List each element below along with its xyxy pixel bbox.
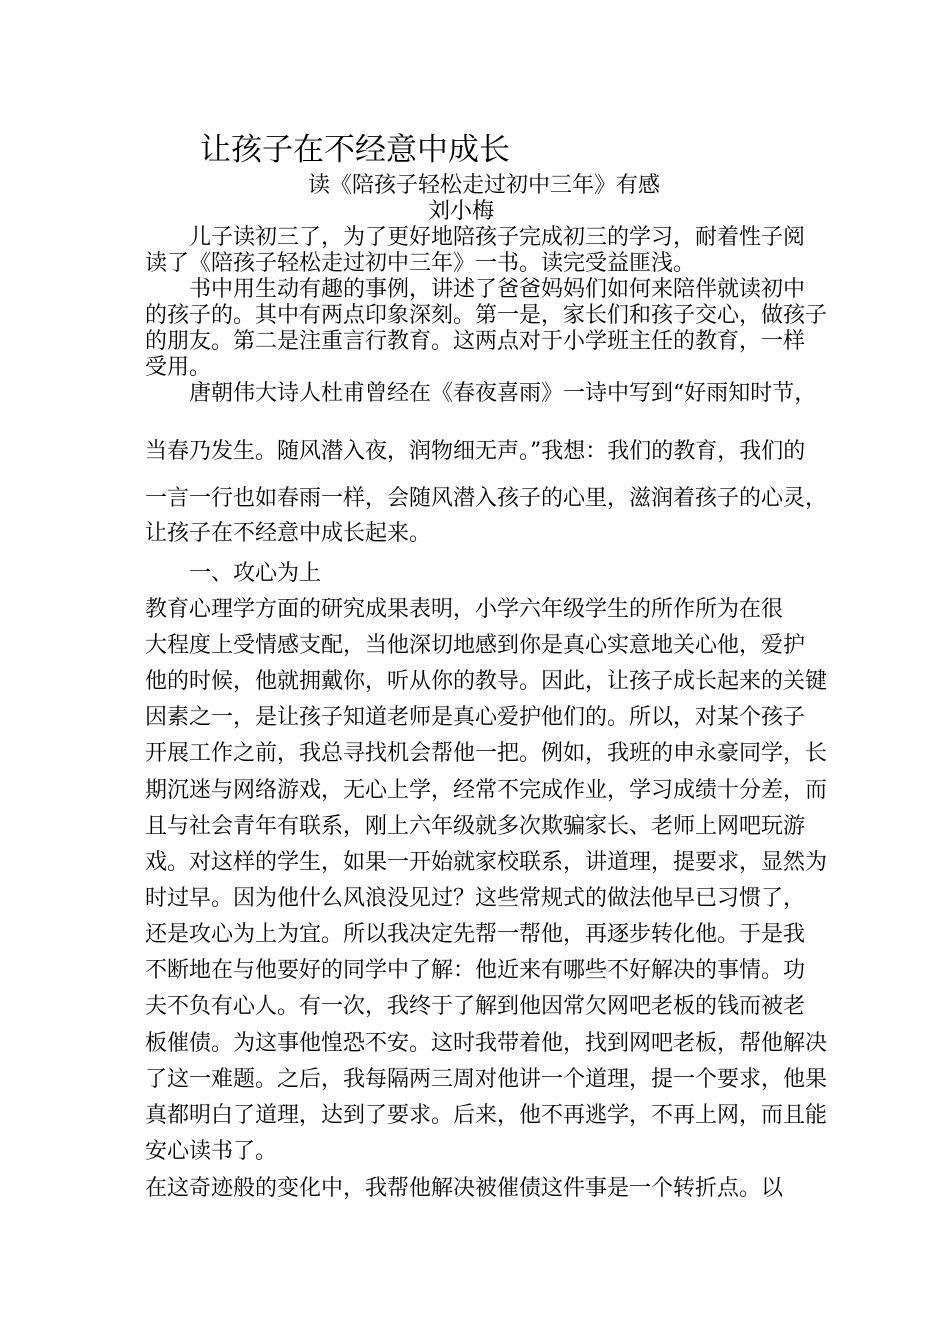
document-author: 刘小梅	[428, 199, 495, 224]
document-title: 让孩子在不经意中成长	[200, 132, 510, 168]
body-line: 开展工作之前，我总寻找机会帮他一把。例如，我班的申永豪同学，长	[145, 741, 828, 766]
body-line: 在这奇迹般的变化中，我帮他解决被催债这件事是一个转折点。以	[145, 1176, 784, 1201]
body-line: 期沉迷与网络游戏，无心上学，经常不完成作业，学习成绩十分差，而	[145, 778, 828, 803]
body-line: 当春乃发生。随风潜入夜，润物细无声。”我想：我们的教育，我们的	[145, 439, 806, 464]
body-line: 时过早。因为他什么风浪没见过？这些常规式的做法他早已习惯了，	[145, 886, 806, 911]
body-line: 了这一难题。之后，我每隔两三周对他讲一个道理，提一个要求，他果	[145, 1067, 828, 1092]
body-line: 教育心理学方面的研究成果表明，小学六年级学生的所作所为在很	[145, 597, 784, 622]
body-line: 板催债。为这事他惶恐不安。这时我带着他，找到网吧老板，帮他解决	[145, 1031, 828, 1056]
body-line: 且与社会青年有联系，刚上六年级就多次欺骗家长、老师上网吧玩游	[145, 814, 806, 839]
body-line: 让孩子在不经意中成长起来。	[145, 521, 432, 546]
body-line: 读了《陪孩子轻松走过初中三年》一书。读完受益匪浅。	[145, 251, 696, 276]
body-line: 真都明白了道理，达到了要求。后来，他不再逃学，不再上网，而且能	[145, 1103, 828, 1128]
body-line: 受用。	[145, 355, 212, 380]
section-heading: 一、攻心为上	[145, 561, 322, 586]
body-line: 书中用生动有趣的事例，讲述了爸爸妈妈们如何来陪伴就读初中	[145, 277, 806, 302]
body-line: 戏。对这样的学生，如果一开始就家校联系，讲道理，提要求，显然为	[145, 850, 828, 875]
body-line: 儿子读初三了，为了更好地陪孩子完成初三的学习，耐着性子阅	[145, 225, 806, 250]
body-line: 唐朝伟大诗人杜甫曾经在《春夜喜雨》一诗中写到“好雨知时节，	[145, 381, 817, 406]
body-line: 不断地在与他要好的同学中了解：他近来有哪些不好解决的事情。功	[145, 958, 806, 983]
body-line: 安心读书了。	[145, 1139, 278, 1164]
body-line: 的朋友。第二是注重言行教育。这两点对于小学班主任的教育，一样	[145, 329, 806, 354]
body-line: 大程度上受情感支配，当他深切地感到你是真心实意地关心他，爱护	[145, 633, 806, 658]
body-line: 一言一行也如春雨一样，会随风潜入孩子的心里，滋润着孩子的心灵，	[145, 486, 828, 511]
body-line: 的孩子的。其中有两点印象深刻。第一是，家长们和孩子交心，做孩子	[145, 303, 828, 328]
body-line: 还是攻心为上为宜。所以我决定先帮一帮他，再逐步转化他。于是我	[145, 922, 806, 947]
body-line: 夫不负有心人。有一次，我终于了解到他因常欠网吧老板的钱而被老	[145, 994, 806, 1019]
document-subtitle: 读《陪孩子轻松走过初中三年》有感	[308, 173, 661, 198]
body-line: 他的时候，他就拥戴你，听从你的教导。因此，让孩子成长起来的关键	[145, 669, 828, 694]
body-line: 因素之一，是让孩子知道老师是真心爱护他们的。所以，对某个孩子	[145, 705, 806, 730]
